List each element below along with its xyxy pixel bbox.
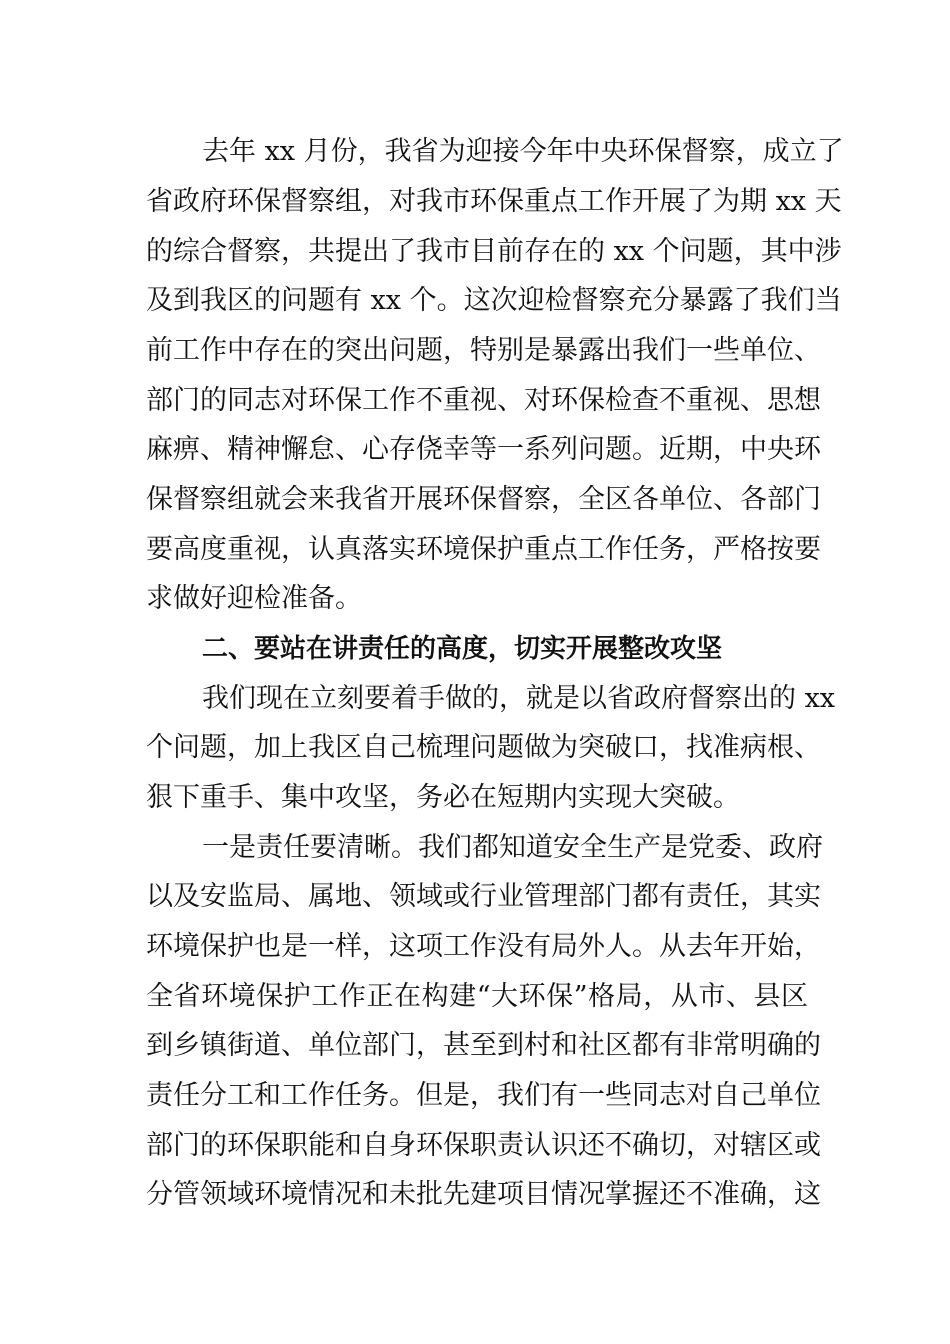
paragraph-1-line-1: 去年 xx 月份，我省为迎接今年中央环保督察，成立了 (202, 136, 844, 167)
paragraph-1-line-9: 要高度重视，认真落实环境保护重点工作任务，严格按要 (146, 534, 821, 565)
paragraph-3-line-3: 环境保护也是一样，这项工作没有局外人。从去年开始， (146, 931, 821, 962)
section-heading-2: 二、要站在讲责任的高度，切实开展整改攻坚 (202, 634, 723, 664)
paragraph-1-line-10: 求做好迎检准备。 (146, 583, 362, 614)
paragraph-1-line-4: 及到我区的问题有 xx 个。这次迎检督察充分暴露了我们当 (146, 285, 842, 316)
paragraph-3-line-5: 到乡镇街道、单位部门，甚至到村和社区都有非常明确的 (146, 1030, 821, 1061)
paragraph-2-line-3: 狠下重手、集中攻坚，务必在短期内实现大突破。 (146, 782, 740, 813)
paragraph-2-line-1: 我们现在立刻要着手做的，就是以省政府督察出的 xx (202, 683, 836, 714)
paragraph-1-line-6: 部门的同志对环保工作不重视、对环保检查不重视、思想 (146, 385, 821, 416)
paragraph-3-line-1: 一是责任要清晰。我们都知道安全生产是党委、政府 (202, 832, 823, 863)
paragraph-2-line-2: 个问题，加上我区自己梳理问题做为突破口，找准病根、 (146, 732, 821, 763)
paragraph-1-line-7: 麻痹、精神懈怠、心存侥幸等一系列问题。近期，中央环 (146, 434, 821, 465)
paragraph-3-line-7: 部门的环保职能和自身环保职责认识还不确切，对辖区或 (146, 1130, 821, 1161)
paragraph-1-line-8: 保督察组就会来我省开展环保督察，全区各单位、各部门 (146, 484, 821, 515)
paragraph-1-line-5: 前工作中存在的突出问题，特别是暴露出我们一些单位、 (146, 335, 821, 366)
paragraph-1-line-2: 省政府环保督察组，对我市环保重点工作开展了为期 xx 天 (146, 186, 842, 217)
paragraph-3-line-8: 分管领域环境情况和未批先建项目情况掌握还不准确，这 (146, 1179, 821, 1210)
paragraph-3-line-2: 以及安监局、属地、领域或行业管理部门都有责任，其实 (146, 881, 821, 912)
paragraph-1-line-3: 的综合督察，共提出了我市目前存在的 xx 个问题，其中涉 (146, 236, 842, 267)
paragraph-3-line-6: 责任分工和工作任务。但是，我们有一些同志对自己单位 (146, 1080, 821, 1111)
paragraph-3-line-4: 全省环境保护工作正在构建“大环保”格局，从市、县区 (146, 981, 808, 1012)
